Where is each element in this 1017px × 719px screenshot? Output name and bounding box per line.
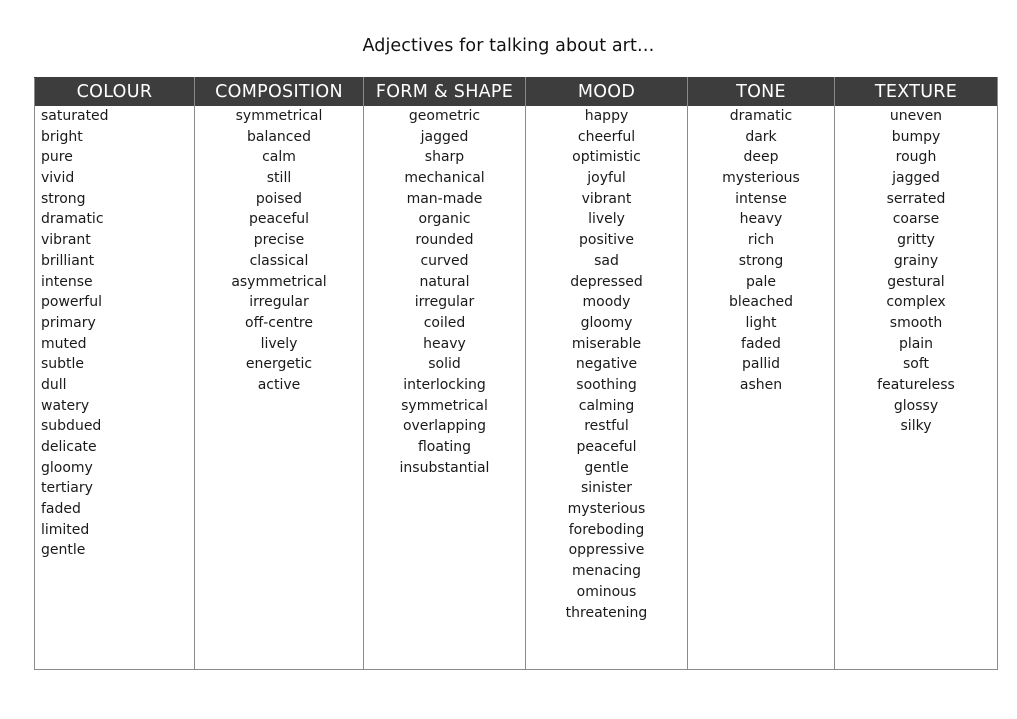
word-item: overlapping	[402, 418, 487, 435]
word-item: negative	[575, 356, 638, 373]
word-item: asymmetrical	[231, 273, 327, 290]
word-item: glossy	[893, 397, 939, 414]
word-item: solid	[428, 356, 461, 373]
tone-cell	[688, 106, 835, 670]
column-header-mood: MOOD	[526, 78, 688, 107]
word-item: restful	[584, 418, 629, 435]
word-item: sad	[594, 252, 619, 269]
word-item: light	[745, 314, 777, 331]
word-item: muted	[41, 335, 87, 352]
word-item: vibrant	[581, 190, 632, 207]
word-item: irregular	[414, 294, 475, 311]
word-item: faded	[741, 335, 781, 352]
word-item: heavy	[739, 211, 783, 228]
word-item: foreboding	[568, 521, 645, 538]
column-header-composition: COMPOSITION	[195, 78, 364, 107]
word-item: gloomy	[41, 459, 93, 476]
word-item: mechanical	[404, 170, 485, 187]
texture-word-list	[835, 106, 997, 437]
word-item: primary	[41, 314, 96, 331]
document-title: Adjectives for talking about art…	[362, 36, 655, 56]
word-item: silky	[900, 418, 932, 435]
word-item: pale	[746, 273, 776, 290]
word-item: floating	[417, 439, 472, 455]
word-item: sharp	[424, 149, 465, 166]
word-item: saturated	[41, 108, 109, 124]
word-item: balanced	[246, 128, 311, 145]
word-item: threatening	[565, 604, 648, 621]
word-item: mysterious	[567, 501, 646, 518]
word-item: dull	[41, 376, 67, 393]
word-item: deep	[743, 149, 779, 166]
word-item: active	[257, 376, 301, 393]
word-item: uneven	[889, 108, 943, 124]
word-item: man-made	[406, 190, 483, 207]
word-item: happy	[584, 108, 629, 124]
word-item: smooth	[889, 314, 943, 331]
word-item: faded	[41, 501, 81, 518]
word-item: joyful	[587, 170, 626, 187]
word-item: dramatic	[41, 211, 104, 228]
word-item: depressed	[570, 273, 643, 290]
word-item: watery	[41, 397, 90, 414]
column-header-form-shape: FORM & SHAPE	[364, 78, 526, 107]
column-header-colour: COLOUR	[35, 78, 195, 107]
colour-cell	[35, 106, 195, 670]
word-item: symmetrical	[401, 397, 488, 414]
word-item: optimistic	[572, 149, 641, 166]
word-item: symmetrical	[235, 108, 323, 124]
word-item: cheerful	[577, 128, 636, 145]
word-item: poised	[255, 190, 303, 207]
word-item: grainy	[893, 252, 939, 269]
word-item: calm	[262, 149, 296, 166]
word-item: positive	[579, 232, 634, 249]
mood-cell	[526, 106, 688, 670]
word-item: subtle	[41, 356, 85, 373]
word-item: miserable	[571, 335, 642, 352]
word-item: lively	[260, 335, 298, 352]
word-item: gestural	[887, 273, 945, 290]
word-item: dramatic	[729, 108, 793, 124]
word-item: bright	[41, 128, 83, 145]
word-item: brilliant	[41, 252, 95, 269]
word-item: geometric	[408, 108, 481, 124]
word-item: energetic	[245, 356, 313, 373]
word-item: vibrant	[41, 232, 91, 249]
word-item: limited	[41, 521, 90, 538]
word-item: tertiary	[41, 480, 93, 497]
word-item: coiled	[423, 314, 466, 331]
composition-cell	[195, 106, 364, 670]
word-item: rich	[747, 232, 775, 249]
word-item: rounded	[415, 232, 474, 249]
colour-word-list	[35, 106, 194, 561]
word-item: complex	[886, 294, 946, 311]
word-item: menacing	[571, 563, 642, 580]
word-item: insubstantial	[399, 459, 490, 476]
word-item: intense	[735, 190, 787, 207]
word-item: ominous	[576, 583, 637, 600]
word-item: off-centre	[245, 314, 313, 331]
word-item: serrated	[886, 190, 946, 207]
word-item: peaceful	[248, 211, 310, 228]
form-shape-word-list	[364, 106, 525, 478]
word-item: pure	[41, 149, 73, 166]
word-item: strong	[41, 190, 86, 207]
mood-word-list	[526, 106, 687, 623]
word-item: bumpy	[891, 128, 941, 145]
word-item: powerful	[41, 294, 102, 311]
column-header-texture: TEXTURE	[835, 78, 998, 107]
word-item: heavy	[423, 335, 466, 352]
word-item: soft	[902, 356, 930, 373]
word-item: coarse	[892, 211, 940, 228]
word-item: gentle	[41, 542, 86, 559]
composition-word-list	[195, 106, 363, 396]
word-item: natural	[419, 273, 470, 290]
word-item: bleached	[728, 294, 794, 311]
column-header-tone: TONE	[688, 78, 835, 107]
word-item: plain	[898, 335, 934, 352]
word-item: gentle	[584, 459, 629, 476]
word-item: organic	[418, 211, 471, 228]
word-item: pallid	[741, 356, 781, 373]
word-item: mysterious	[722, 170, 800, 187]
form-shape-cell	[364, 106, 526, 670]
word-item: gloomy	[580, 314, 633, 331]
tone-word-list	[688, 106, 834, 396]
adjectives-table	[34, 77, 998, 670]
word-item: subdued	[41, 418, 102, 435]
word-item: delicate	[41, 439, 97, 455]
word-item: classical	[249, 252, 309, 269]
word-item: moody	[582, 294, 631, 311]
word-item: rough	[895, 149, 937, 166]
word-item: featureless	[877, 376, 955, 393]
word-item: dark	[745, 128, 777, 145]
word-item: ashen	[739, 376, 783, 393]
header-row	[35, 78, 998, 107]
word-item: jagged	[420, 128, 469, 145]
word-item: gritty	[897, 232, 935, 249]
word-item: peaceful	[576, 439, 637, 455]
word-item: precise	[253, 232, 305, 249]
word-item: curved	[420, 252, 469, 269]
word-item: vivid	[41, 170, 75, 187]
word-item: soothing	[576, 376, 637, 393]
word-item: oppressive	[568, 542, 645, 559]
word-item: strong	[738, 252, 784, 269]
word-item: calming	[578, 397, 635, 414]
word-row	[35, 106, 998, 670]
word-item: irregular	[249, 294, 309, 311]
word-item: still	[266, 170, 292, 187]
texture-cell	[835, 106, 998, 670]
word-item: interlocking	[403, 376, 486, 393]
word-item: sinister	[580, 480, 633, 497]
word-item: lively	[588, 211, 625, 228]
word-item: intense	[41, 273, 93, 290]
word-item: jagged	[892, 170, 940, 187]
